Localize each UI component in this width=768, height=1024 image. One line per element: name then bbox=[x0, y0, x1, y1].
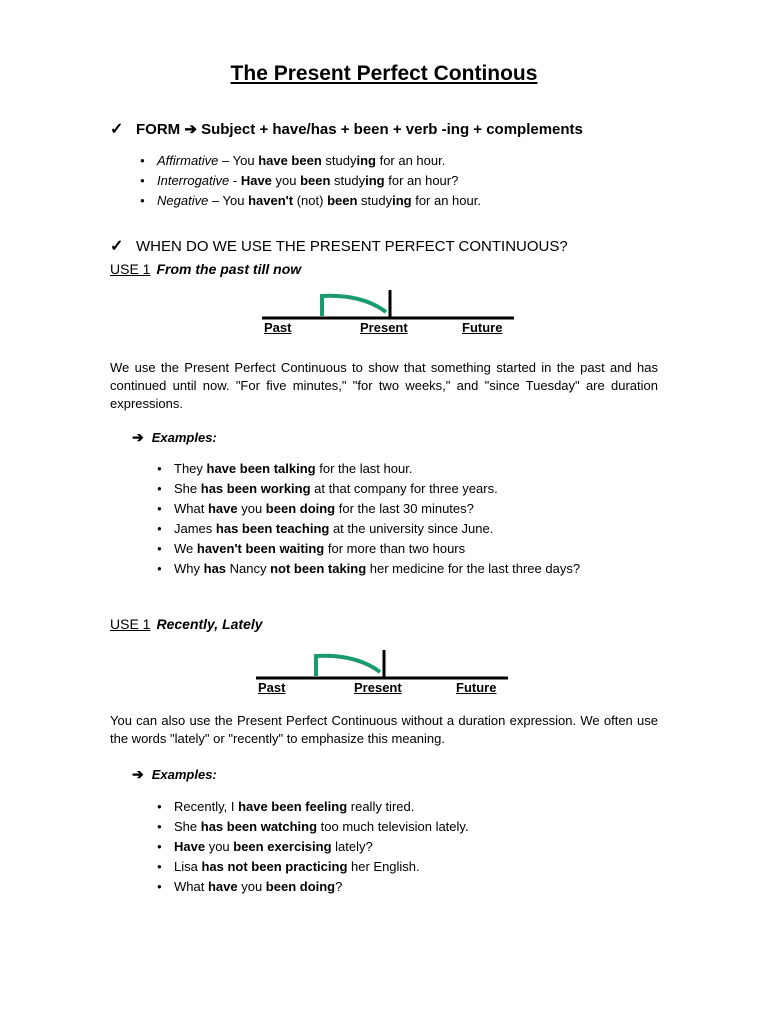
timeline-future-label: Future bbox=[462, 320, 503, 335]
list-item: ● James has been teaching at the university since June. bbox=[157, 519, 580, 539]
list-item: ● She has been working at that company for three years. bbox=[157, 479, 580, 499]
list-item: ● What have you been doing for the last 30 minutes? bbox=[157, 499, 580, 519]
use2-heading bbox=[110, 616, 263, 632]
form-label: FORM bbox=[136, 121, 181, 138]
use2-subtitle: Recently, Lately bbox=[156, 616, 263, 632]
timeline-present-label: Present bbox=[354, 680, 402, 695]
use2-examples-list bbox=[157, 797, 469, 897]
list-item: ● We haven't been waiting for more than two hours bbox=[157, 539, 580, 559]
timeline-future-label: Future bbox=[456, 680, 497, 695]
arrow-pointer-icon: ➔ bbox=[132, 766, 144, 782]
use2-examples-heading: ➔ Examples: bbox=[132, 766, 217, 782]
timeline-past-label: Past bbox=[264, 320, 292, 335]
checkmark-icon: ✓ bbox=[110, 238, 124, 255]
use1-heading bbox=[110, 261, 301, 277]
list-item: ● Lisa has not been practicing her English. bbox=[157, 857, 469, 877]
use2-paragraph: You can also use the Present Perfect Continuous without a duration expression. We often use the words "lately" or "recently" to emphasize this meaning. bbox=[110, 713, 658, 746]
form-formula: Subject + have/has + been + verb -ing + complements bbox=[201, 121, 583, 138]
use1-subtitle: From the past till now bbox=[156, 261, 302, 277]
use1-examples-heading: ➔ Examples: bbox=[132, 429, 217, 445]
use1-timeline bbox=[262, 288, 514, 338]
timeline-graphic bbox=[262, 288, 514, 320]
list-item: ● Affirmative – You have been studying for an hour. bbox=[140, 151, 481, 171]
use1-label: USE 1 bbox=[110, 261, 151, 277]
list-item: ● They have been talking for the last hour. bbox=[157, 459, 580, 479]
list-item: ● Interrogative - Have you been studying for an hour? bbox=[140, 171, 481, 191]
right-arrow-icon: ➔ bbox=[184, 121, 197, 138]
timeline-present-label: Present bbox=[360, 320, 408, 335]
use2-label: USE 1 bbox=[110, 616, 151, 632]
use1-examples-list bbox=[157, 459, 580, 579]
form-heading bbox=[110, 119, 583, 139]
list-item: ● Why has Nancy not been taking her medicine for the last three days? bbox=[157, 559, 580, 579]
when-heading-text: WHEN DO WE USE THE PRESENT PERFECT CONTINUOUS? bbox=[136, 238, 568, 255]
list-item: ● Have you been exercising lately? bbox=[157, 837, 469, 857]
when-heading bbox=[110, 236, 568, 256]
page-title: The Present Perfect Continous bbox=[230, 62, 538, 85]
list-item: ● Negative – You haven't (not) been studying for an hour. bbox=[140, 191, 481, 211]
list-item: ● Recently, I have been feeling really tired. bbox=[157, 797, 469, 817]
timeline-past-label: Past bbox=[258, 680, 286, 695]
arrow-pointer-icon: ➔ bbox=[132, 429, 144, 445]
form-list bbox=[140, 151, 481, 211]
use2-timeline bbox=[256, 648, 508, 698]
checkmark-icon: ✓ bbox=[110, 121, 124, 138]
use1-paragraph: We use the Present Perfect Continuous to show that something started in the past and has continued until now. "For five minutes," "for two weeks," and "since Tuesday" are duration expressions. bbox=[110, 360, 658, 411]
list-item: ● What have you been doing? bbox=[157, 877, 469, 897]
timeline-graphic bbox=[256, 648, 508, 680]
list-item: ● She has been watching too much television lately. bbox=[157, 817, 469, 837]
